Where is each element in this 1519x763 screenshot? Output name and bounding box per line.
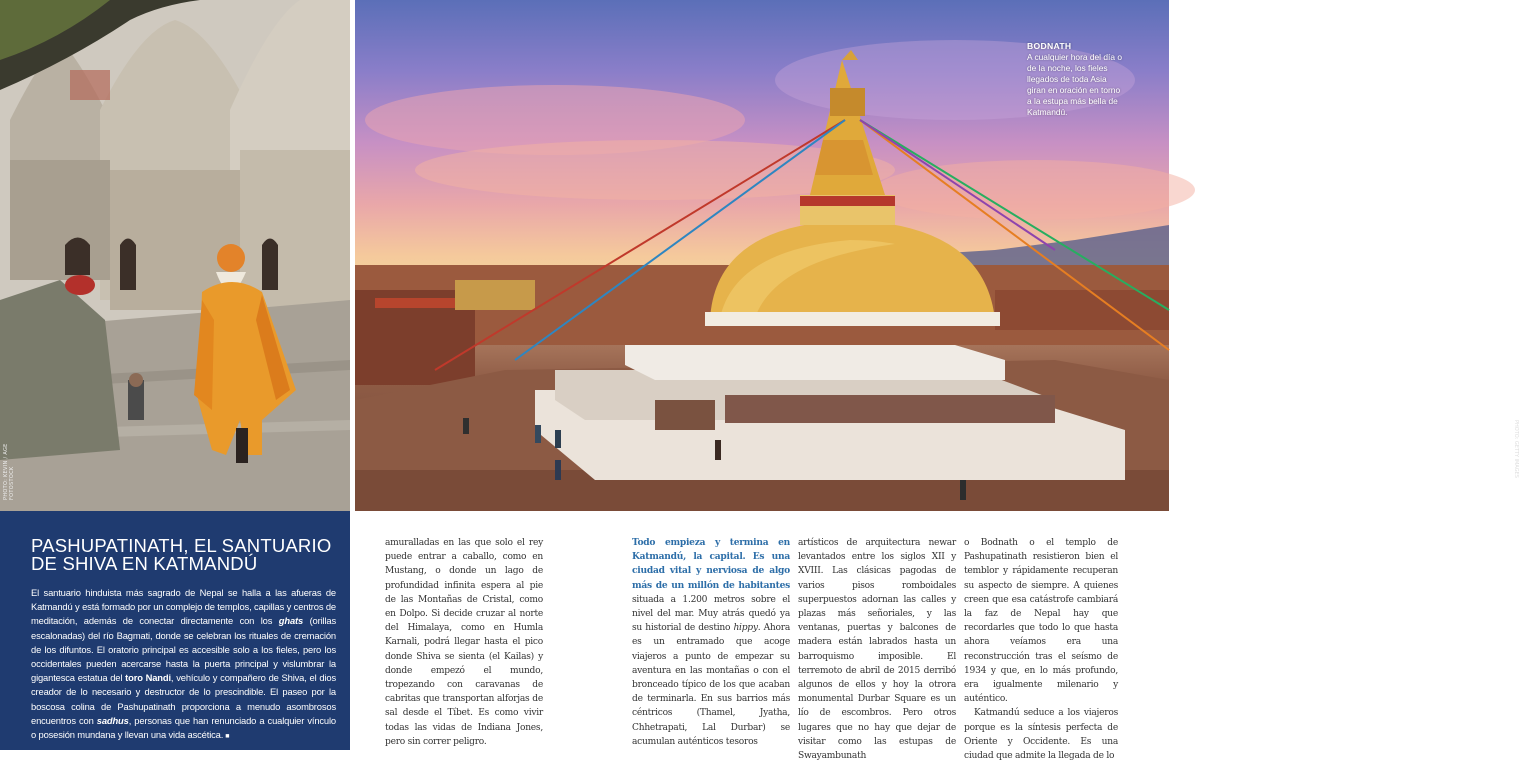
pashupatinath-sidebar xyxy=(0,511,350,750)
pashupatinath-illustration xyxy=(0,0,350,511)
caption-title: BODNATH xyxy=(1027,41,1072,51)
caption-text: A cualquier hora del día o de la noche, los fieles llegados de toda Asia giran en oración en torno a la estupa más bella de Katmandú. xyxy=(1027,52,1122,117)
lead-text: Todo empieza y termina en Katmandú, la capital. Es una ciudad vital y nerviosa de algo más de un millón de habitantes xyxy=(632,537,790,591)
column-3-text: artísticos de arquitectura newar levantados entre los siglos XII y XVIII. Las clásicas pagodas de varios pisos romboidales superpuestos adornan las calles y plazas más señoriales, y las ventanas, puertas y balcones de madera están labrados hasta un barroquismo imposible. El terremoto de abril de 2015 derribó algunos de ellos y hoy la otrora monumental Durbar Square es un lío de escombros. Pero otros lugares que no hay que dejar de visitar como las estupas de Swayambunath xyxy=(798,538,956,762)
article-column-3 xyxy=(798,536,956,763)
column-1-text: amuralladas en las que solo el rey puede entrar a caballo, como en Mustang, o donde un lago de profundidad infinita espera al pie de las Montañas de Cristal, como en Dolpo. Si decide cruzar al norte del Himalaya, como en Humla Karnali, podrá llegar hasta el pico donde Shiva se sienta (el Kailas) y donde empezó el mundo, tropezando con caravanas de cabritas que transportan alforjas de sal desde el Tíbet. Es como vivir todas las vidas de Indiana Jones, pero sin correr peligro. xyxy=(385,538,543,747)
article-column-4 xyxy=(964,536,1118,763)
column-4-text-a: o Bodnath o el templo de Pashupatinath resistieron bien el temblor y rápidamente recuperan su aspecto de siempre. A quienes creen que esa catástrofe cambiará la faz de Nepal hay que recordarles que todo lo que hasta ahora veíamos era una reconstrucción tras el seísmo de 1934 y que, en lo más profundo, era igualmente milenario y auténtico. xyxy=(964,538,1118,705)
column-4-text-b: Katmandú seduce a los viajeros porque es la síntesis perfecta de Oriente y Occidente. Es una ciudad que admite la llegada de lo xyxy=(964,708,1118,762)
sidebar-title: PASHUPATINATH, EL SANTUARIO DE SHIVA EN KATMANDÚ xyxy=(31,535,332,574)
article-column-2 xyxy=(632,536,790,749)
sidebar-text: El santuario hinduista más sagrado de Nepal se halla a las afueras de Katmandú y está formado por un complejo de templos, capillas y centros de meditación, además de conectar directamente con los ghats (orillas escalonadas) del río Bagmati, donde se celebran los rituales de cremación de los difuntos. El oratorio principal es accesible solo a los fieles, pero los occidentales pueden acercarse hasta la puerta principal y vislumbrar la gigantesca estatua del toro Nandi, vehículo y compañero de Shiva, el dios creador de lo necesario y destructor de lo prescindible. El paseo por la boscosa colina de Pashupatinath proporciona a menudo asombrosos encuentros con sadhus, personas que han renunciado a cualquier vínculo o posesión mundana y llevan una vida ascética. ■ xyxy=(31,587,336,741)
bodnath-caption xyxy=(1027,41,1123,118)
photo-credit-left: PHOTO: KEVIN / AGE FOTOSTOCK xyxy=(3,443,15,500)
column-2-text: Todo empieza y termina en Katmandú, la capital. Es una ciudad vital y nerviosa de algo más de un millón de habitantes situada a 1.200 metros sobre el nivel del mar. Muy atrás quedó ya su historial de destino hippy. Ahora es un entramado que acoge viajeros a punto de empezar su aventura en las montañas o con el bronceado típico de los que acaban de terminarla. En sus barrios más céntricos (Thamel, Jyatha, Chhetrapati, Lal Durbar) se acumulan auténticos tesoros xyxy=(632,537,790,747)
photo-credit-right: PHOTO: GETTY IMAGES xyxy=(1513,420,1519,478)
pashupatinath-photo xyxy=(0,0,350,511)
article-column-1 xyxy=(385,536,543,749)
end-mark: ■ xyxy=(225,733,230,741)
